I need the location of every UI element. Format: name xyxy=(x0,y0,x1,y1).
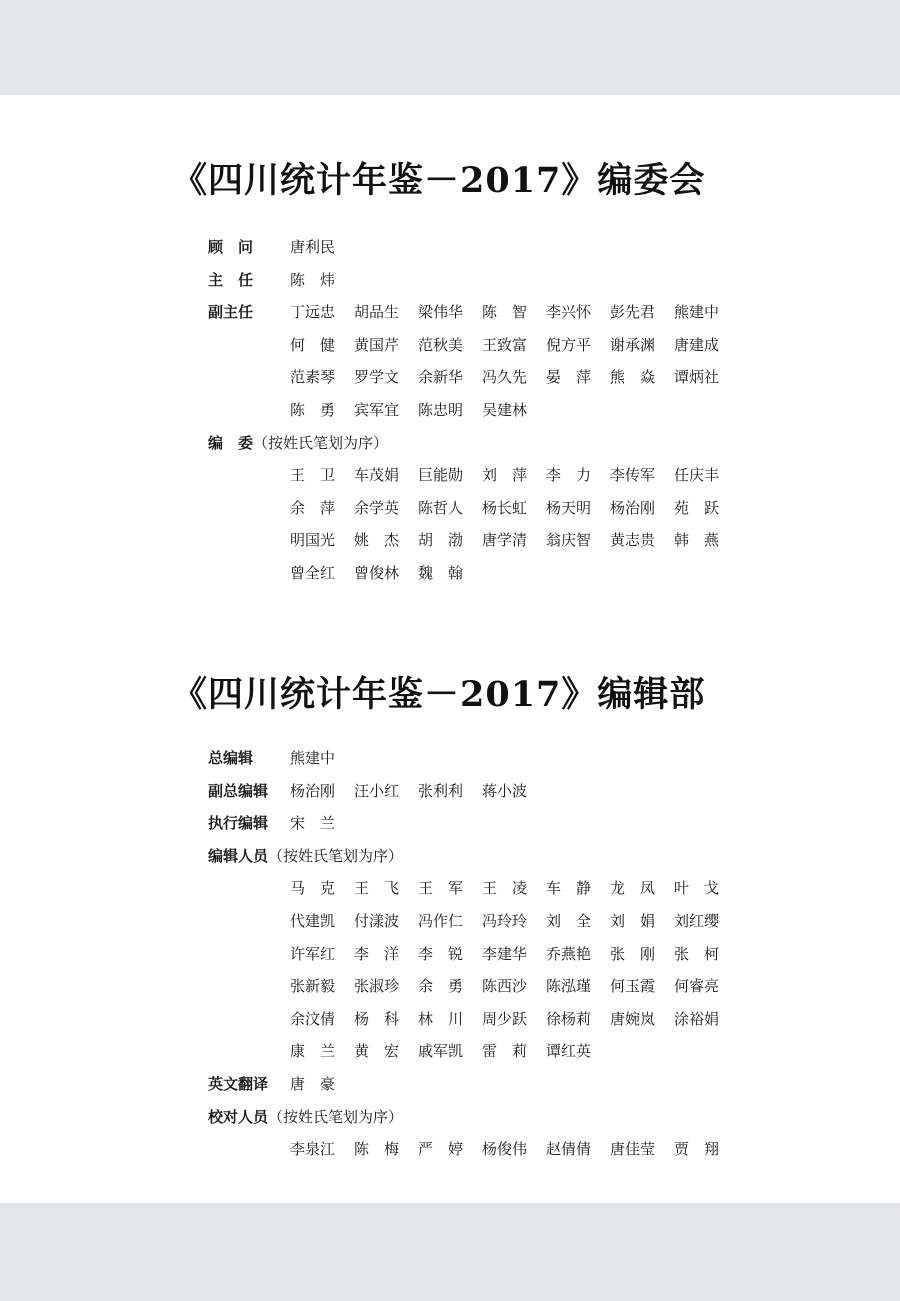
section-label: 执行编辑 xyxy=(208,814,269,833)
person-name: 贾 翔 xyxy=(674,1140,720,1159)
section-label: 编 委（按姓氏笔划为序） xyxy=(208,433,389,452)
person-name: 罗学文 xyxy=(354,368,400,387)
person-name: 姚 杰 xyxy=(354,531,400,550)
person-name: 林 川 xyxy=(418,1009,464,1028)
person-name: 余 勇 xyxy=(418,977,464,996)
person-name: 彭先君 xyxy=(610,303,656,322)
person-name: 倪方平 xyxy=(546,335,592,354)
person-name: 陈 勇 xyxy=(290,401,336,419)
person-name: 杨长虹 xyxy=(482,498,528,517)
names-line xyxy=(290,1073,730,1095)
person-name: 胡品生 xyxy=(354,303,400,322)
person-name: 黄国芹 xyxy=(354,335,400,354)
person-name: 苑 跃 xyxy=(674,498,720,517)
names-line xyxy=(290,812,730,834)
person-name: 蒋小波 xyxy=(482,781,528,800)
person-name: 谭红英 xyxy=(546,1042,592,1061)
person-name: 曾俊林 xyxy=(354,564,400,582)
section-label: 主 任 xyxy=(208,270,254,289)
section-label: 总编辑 xyxy=(208,749,254,767)
names-line xyxy=(290,780,730,802)
section-label: 副主任 xyxy=(208,303,254,322)
person-name: 徐杨莉 xyxy=(546,1009,592,1028)
person-name: 韩 燕 xyxy=(674,531,720,550)
person-name: 吴建林 xyxy=(482,401,528,419)
person-name: 王 凌 xyxy=(482,879,528,898)
person-name: 刘红缨 xyxy=(674,912,720,930)
person-name: 陈西沙 xyxy=(482,977,528,996)
person-name: 杨俊伟 xyxy=(482,1140,528,1159)
person-name: 晏 萍 xyxy=(546,368,592,387)
person-name: 杨治刚 xyxy=(610,498,656,517)
person-name: 唐利民 xyxy=(290,238,336,256)
person-name: 陈 炜 xyxy=(290,270,336,289)
person-name: 翁庆智 xyxy=(546,531,592,550)
section-label: 校对人员（按姓氏笔划为序） xyxy=(208,1107,404,1126)
person-name: 马 克 xyxy=(290,879,336,898)
person-name: 叶 戈 xyxy=(674,879,720,898)
person-name: 严 婷 xyxy=(418,1140,464,1159)
person-name: 李传军 xyxy=(610,466,656,485)
person-name: 车 静 xyxy=(546,879,592,898)
section-label: 编辑人员（按姓氏笔划为序） xyxy=(208,846,404,865)
person-name: 宋 兰 xyxy=(290,814,336,833)
person-name: 黄 宏 xyxy=(354,1042,400,1061)
person-name: 刘 全 xyxy=(546,912,592,930)
person-name: 唐婉岚 xyxy=(610,1009,656,1028)
person-name: 李 洋 xyxy=(354,944,400,963)
person-name: 陈 梅 xyxy=(354,1140,400,1159)
person-name: 唐佳莹 xyxy=(610,1140,656,1159)
names-line xyxy=(290,269,730,291)
names-line xyxy=(290,334,730,356)
names-line xyxy=(290,529,730,551)
person-name: 许军红 xyxy=(290,944,336,963)
person-name: 范素琴 xyxy=(290,368,336,387)
person-name: 王 军 xyxy=(418,879,464,898)
person-name: 余 萍 xyxy=(290,498,336,517)
person-name: 李 锐 xyxy=(418,944,464,963)
person-name: 熊 焱 xyxy=(610,368,656,387)
person-name: 梁伟华 xyxy=(418,303,464,322)
person-name: 陈泓瑾 xyxy=(546,977,592,996)
editorial-title: 《四川统计年鉴－2017》编辑部 xyxy=(172,674,706,715)
person-name: 何玉霞 xyxy=(610,977,656,996)
person-name: 唐建成 xyxy=(674,335,720,354)
person-name: 杨天明 xyxy=(546,498,592,517)
person-name: 熊建中 xyxy=(674,303,720,322)
names-line xyxy=(290,910,730,932)
person-name: 何睿亮 xyxy=(674,977,720,996)
person-name: 谭炳社 xyxy=(674,368,720,387)
section-label: 副总编辑 xyxy=(208,781,269,800)
person-name: 康 兰 xyxy=(290,1042,336,1061)
person-name: 范秋美 xyxy=(418,335,464,354)
names-line xyxy=(290,975,730,997)
person-name: 唐 豪 xyxy=(290,1075,336,1093)
person-name: 陈 智 xyxy=(482,303,528,322)
person-name: 陈忠明 xyxy=(418,401,464,419)
person-name: 李 力 xyxy=(546,466,592,485)
person-name: 李建华 xyxy=(482,944,528,963)
person-name: 张 柯 xyxy=(674,944,720,963)
person-name: 赵倩倩 xyxy=(546,1140,592,1159)
names-line xyxy=(290,399,730,421)
person-name: 戚军凯 xyxy=(418,1042,464,1061)
person-name: 刘 萍 xyxy=(482,466,528,485)
section-label: 英文翻译 xyxy=(208,1075,269,1093)
names-line xyxy=(290,943,730,965)
person-name: 冯作仁 xyxy=(418,912,464,930)
names-line xyxy=(290,1008,730,1030)
person-name: 明国光 xyxy=(290,531,336,550)
person-name: 付漾波 xyxy=(354,912,400,930)
person-name: 余汶倩 xyxy=(290,1009,336,1028)
person-name: 丁远忠 xyxy=(290,303,336,322)
person-name: 宾军宜 xyxy=(354,401,400,419)
person-name: 龙 凤 xyxy=(610,879,656,898)
person-name: 代建凯 xyxy=(290,912,336,930)
names-line xyxy=(290,562,730,584)
person-name: 冯久先 xyxy=(482,368,528,387)
person-name: 涂裕娟 xyxy=(674,1009,720,1028)
person-name: 何 健 xyxy=(290,335,336,354)
person-name: 黄志贵 xyxy=(610,531,656,550)
document-page xyxy=(0,95,900,1203)
person-name: 胡 渤 xyxy=(418,531,464,550)
section-note: （按姓氏笔划为序） xyxy=(253,433,389,452)
section-label: 顾 问 xyxy=(208,238,254,256)
person-name: 周少跃 xyxy=(482,1009,528,1028)
person-name: 王 卫 xyxy=(290,466,336,485)
names-line xyxy=(290,301,730,323)
person-name: 熊建中 xyxy=(290,749,336,767)
names-line xyxy=(290,366,730,388)
person-name: 张利利 xyxy=(418,781,464,800)
person-name: 李兴怀 xyxy=(546,303,592,322)
person-name: 任庆丰 xyxy=(674,466,720,485)
person-name: 李泉江 xyxy=(290,1140,336,1159)
names-line xyxy=(290,1138,730,1160)
names-line xyxy=(290,236,730,258)
names-line xyxy=(290,877,730,899)
person-name: 杨治刚 xyxy=(290,781,336,800)
person-name: 唐学清 xyxy=(482,531,528,550)
person-name: 王致富 xyxy=(482,335,528,354)
section-note: （按姓氏笔划为序） xyxy=(268,846,404,865)
names-line xyxy=(290,497,730,519)
person-name: 魏 翰 xyxy=(418,564,464,582)
section-note: （按姓氏笔划为序） xyxy=(268,1107,404,1126)
person-name: 冯玲玲 xyxy=(482,912,528,930)
names-line xyxy=(290,747,730,769)
person-name: 刘 娟 xyxy=(610,912,656,930)
person-name: 余新华 xyxy=(418,368,464,387)
names-line xyxy=(290,464,730,486)
person-name: 陈哲人 xyxy=(418,498,464,517)
person-name: 曾全红 xyxy=(290,564,336,582)
person-name: 车茂娟 xyxy=(354,466,400,485)
person-name: 谢承渊 xyxy=(610,335,656,354)
person-name: 汪小红 xyxy=(354,781,400,800)
person-name: 余学英 xyxy=(354,498,400,517)
person-name: 张淑珍 xyxy=(354,977,400,996)
person-name: 王 飞 xyxy=(354,879,400,898)
person-name: 雷 莉 xyxy=(482,1042,528,1061)
person-name: 巨能勋 xyxy=(418,466,464,485)
person-name: 张 刚 xyxy=(610,944,656,963)
names-line xyxy=(290,1040,730,1062)
committee-title: 《四川统计年鉴－2017》编委会 xyxy=(172,160,706,201)
person-name: 杨 科 xyxy=(354,1009,400,1028)
person-name: 张新毅 xyxy=(290,977,336,996)
person-name: 乔燕艳 xyxy=(546,944,592,963)
